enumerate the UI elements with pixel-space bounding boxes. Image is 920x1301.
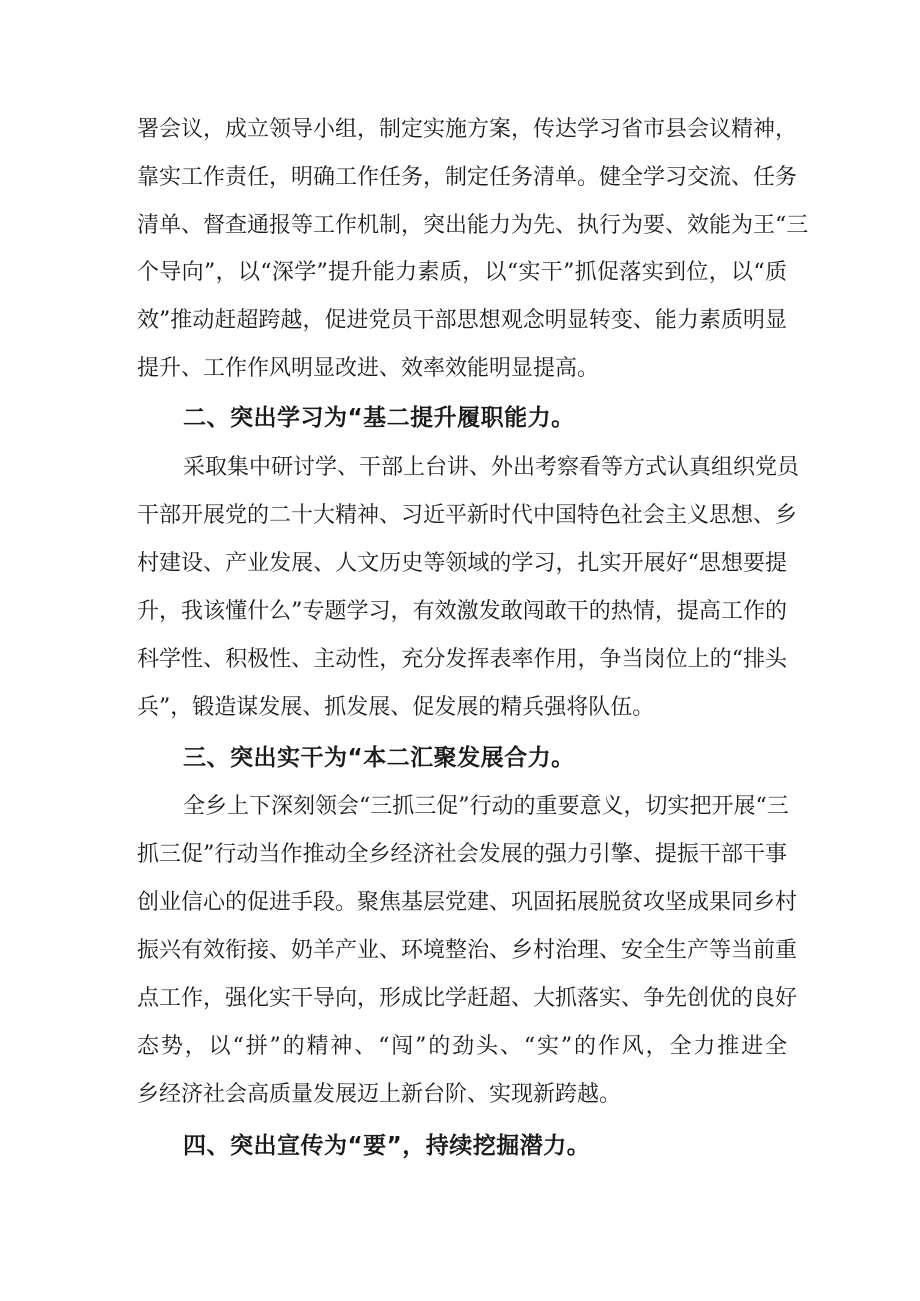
paragraph-line: 署会议，成立领导小组，制定实施方案，传达学习省市县会议精神， — [137, 117, 798, 142]
paragraph-line: 全乡上下深刻领会“三抓三促”行动的重要意义，切实把开展“三 — [183, 794, 789, 819]
paragraph-line: 态势，以“拼”的精神、“闯”的劲头、“实”的作风，全力推进全 — [137, 1034, 787, 1059]
paragraph-line: 清单、督查通报等工作机制，突出能力为先、执行为要、效能为王“三 — [137, 213, 809, 238]
paragraph-line: 村建设、产业发展、人文历史等领域的学习，扎实开展好“思想要提 — [137, 551, 787, 576]
section-heading-4: 四、突出宣传为“要”，持续挖掘潜力。 — [183, 1133, 591, 1159]
paragraph-line: 乡经济社会高质量发展迈上新台阶、实现新跨越。 — [137, 1082, 622, 1107]
paragraph-line: 抓三促”行动当作推动全乡经济社会发展的强力引擎、提振干部干事 — [137, 842, 787, 867]
paragraph-line: 科学性、积极性、主动性，充分发挥表率作用，争当岗位上的“排头 — [137, 647, 787, 672]
paragraph-line: 靠实工作责任，明确工作任务，制定任务清单。健全学习交流、任务 — [137, 165, 798, 190]
paragraph-line: 点工作，强化实干导向，形成比学赶超、大抓落实、争先创优的良好 — [137, 986, 798, 1011]
paragraph-line: 创业信心的促进手段。聚焦基层党建、巩固拓展脱贫攻坚成果同乡村 — [137, 890, 798, 915]
paragraph-line: 效”推动赶超跨越，促进党员干部思想观念明显转变、能力素质明显 — [137, 308, 787, 333]
paragraph-line: 采取集中研讨学、干部上台讲、外出考察看等方式认真组织党员 — [183, 455, 800, 480]
paragraph-line: 兵”，锻造谋发展、抓发展、促发展的精兵强将队伍。 — [137, 695, 655, 720]
paragraph-line: 干部开展党的二十大精神、习近平新时代中国特色社会主义思想、乡 — [137, 503, 798, 528]
section-heading-2: 二、突出学习为“基二提升履职能力。 — [183, 405, 575, 431]
paragraph-line: 个导向”，以“深学”提升能力素质，以“实干”抓促落实到位，以“质 — [137, 260, 787, 285]
section-heading-3: 三、突出实干为“本二汇聚发展合力。 — [183, 745, 575, 771]
paragraph-line: 提升、工作作风明显改进、效率效能明显提高。 — [137, 356, 600, 381]
paragraph-line: 升，我该懂什么”专题学习，有效激发敢闯敢干的热情，提高工作的 — [137, 599, 787, 624]
paragraph-line: 振兴有效衔接、奶羊产业、环境整治、乡村治理、安全生产等当前重 — [137, 938, 798, 963]
